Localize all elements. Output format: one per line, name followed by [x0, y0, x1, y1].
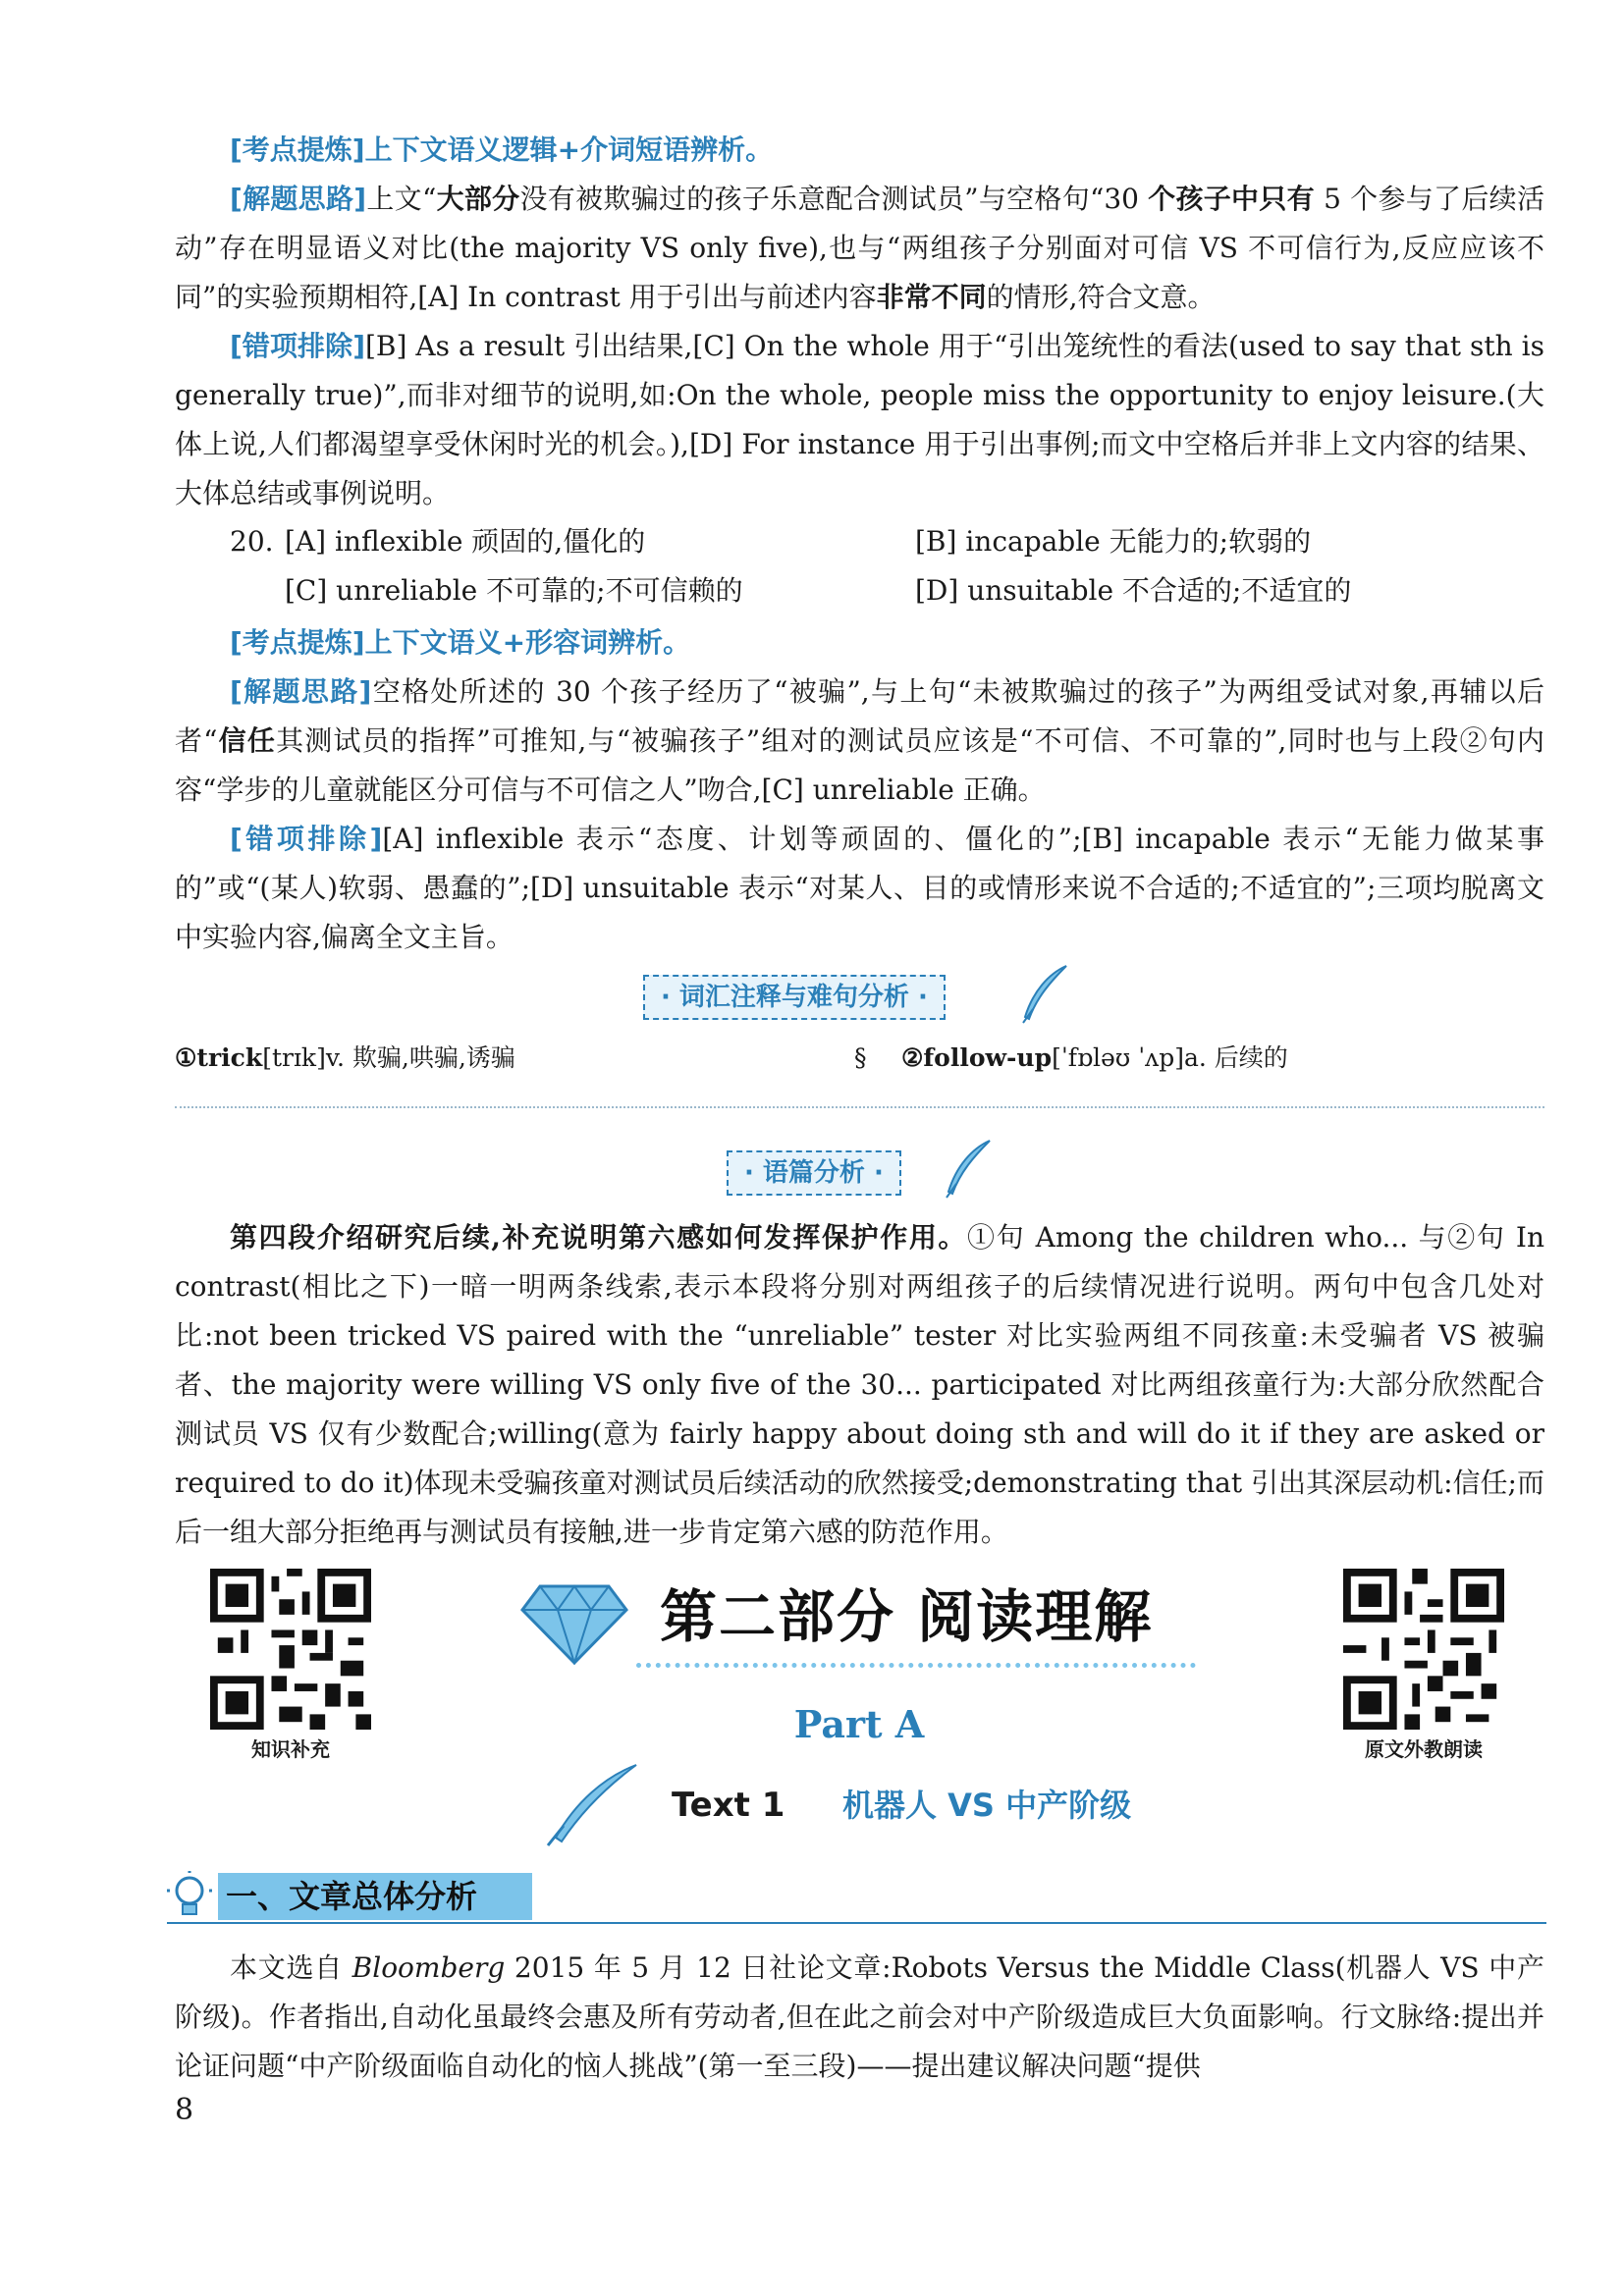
- q19-kaodian: [考点提炼]上下文语义逻辑+介词短语辨析。: [230, 133, 774, 166]
- page-number: 8: [175, 2093, 194, 2127]
- q19-jieti: [解题思路]上文“大部分没有被欺骗过的孩子乐意配合测试员”与空格句“30 个孩子中只有 5 个参与了后续活动”存在明显语义对比(the majority VS only five),也与“两组孩子分别面对可信 VS 不可信行为,反应应该不同”的实验预期相符,[A] In contrast 用于引出与前述内容非常不同的情形,符合文意。: [175, 183, 1544, 313]
- quill-icon: [943, 1139, 994, 1200]
- q20-cuoxiang: [错项排除][A] inflexible 表示“态度、计划等顽固的、僵化的”;[B] incapable 表示“无能力做某事的”或“(某人)软弱、愚蠢的”;[D] unsuitable 表示“对某人、目的或情形来说不合适的;不适宜的”;三项均脱离文中实验内容,偏离全文主旨。: [175, 823, 1544, 953]
- analysis-paragraph: 本文选自 Bloomberg 2015 年 5 月 12 日社论文章:Robots Versus the Middle Class(机器人 VS 中产阶级)。作者指出,自动化虽最终会惠及所有劳动者,但在此之前会对中产阶级造成巨大负面影响。行文脉络:提出并论证问题“中产阶级面临自动化的恼人挑战”(第一至三段)——提出建议解决问题“提供: [175, 1951, 1544, 2082]
- text-label: Text 1: [672, 1786, 785, 1825]
- vocab-section-title: · 词汇注释与难句分析 ·: [643, 975, 946, 1020]
- qr-right-caption: 原文外教朗读: [1365, 1737, 1483, 1761]
- q20-option-c: [C] unreliable 不可靠的;不可信赖的: [285, 574, 743, 607]
- qr-left-caption: 知识补充: [251, 1737, 330, 1761]
- section-heading-rule: [167, 1922, 1546, 1924]
- part-title: 第二部分 阅读理解: [660, 1583, 1154, 1650]
- quill-icon: [542, 1763, 640, 1847]
- diamond-icon: [520, 1576, 628, 1665]
- q20-jieti: [解题思路]空格处所述的 30 个孩子经历了“被骗”,与上句“未被欺骗过的孩子”为两组受试对象,再辅以后者“信任其测试员的指挥”可推知,与“被骗孩子”组对的测试员应该是“不可信、不可靠的”,同时也与上段②句内容“学步的儿童就能区分可信与不可信之人”吻合,[C] unreliable 正确。: [175, 675, 1544, 806]
- vocab-separator: §: [854, 1043, 867, 1072]
- discourse-section-title: · 语篇分析 ·: [727, 1150, 901, 1196]
- q20-number: 20.: [230, 525, 274, 558]
- qr-code-right[interactable]: [1343, 1569, 1504, 1730]
- q20-option-d: [D] unsuitable 不合适的;不适宜的: [915, 574, 1352, 607]
- q20-kaodian: [考点提炼]上下文语义+形容词辨析。: [230, 626, 691, 659]
- quill-icon: [1019, 964, 1070, 1025]
- discourse-paragraph: 第四段介绍研究后续,补充说明第六感如何发挥保护作用。①句 Among the children who... 与②句 In contrast(相比之下)一暗一明两条线索,表示本段将分别对两组孩子的后续情况进行说明。两句中包含几处对比:not been tricked VS paired with the “unreliable” tester 对比实验两组不同孩童:未受骗者 VS 被骗者、the majority were willing VS only five of the 30... participated 对比两组孩童行为:大部分欣然配合测试员 VS 仅有少数配合;willing(意为 fairly happy about doing sth and will do it if they are asked or required to do it)体现未受骗孩童对测试员后续活动的欣然接受;demonstrating that 引出其深层动机:信任;而后一组大部分拒绝再与测试员有接触,进一步肯定第六感的防范作用。: [175, 1221, 1544, 1548]
- vocab-item-trick: ①trick[trɪk]v. 欺骗,哄骗,诱骗: [175, 1043, 515, 1072]
- q20-option-a: [A] inflexible 顽固的,僵化的: [285, 525, 646, 558]
- vocab-item-follow-up: ②follow-up[ˈfɒləʊ ˈʌp]a. 后续的: [901, 1043, 1288, 1072]
- title-underline: [636, 1663, 1196, 1668]
- q19-cuoxiang: [错项排除][B] As a result 引出结果,[C] On the whole 用于“引出笼统性的看法(used to say that sth is generally true)”,而非对细节的说明,如:On the whole, people miss the opportunity to enjoy leisure.(大体上说,人们都渴望享受休闲时光的机会。),[D] For instance 用于引出事例;而文中空格后并非上文内容的结果、大体总结或事例说明。: [175, 330, 1544, 509]
- q20-option-b: [B] incapable 无能力的;软弱的: [915, 525, 1312, 558]
- section-heading: 一、文章总体分析: [226, 1878, 478, 1915]
- lightbulb-icon: [167, 1871, 212, 1922]
- qr-code-left[interactable]: [210, 1569, 371, 1730]
- text-title: 机器人 VS 中产阶级: [842, 1787, 1132, 1824]
- section-divider: [175, 1106, 1544, 1108]
- part-label: Part A: [793, 1702, 925, 1746]
